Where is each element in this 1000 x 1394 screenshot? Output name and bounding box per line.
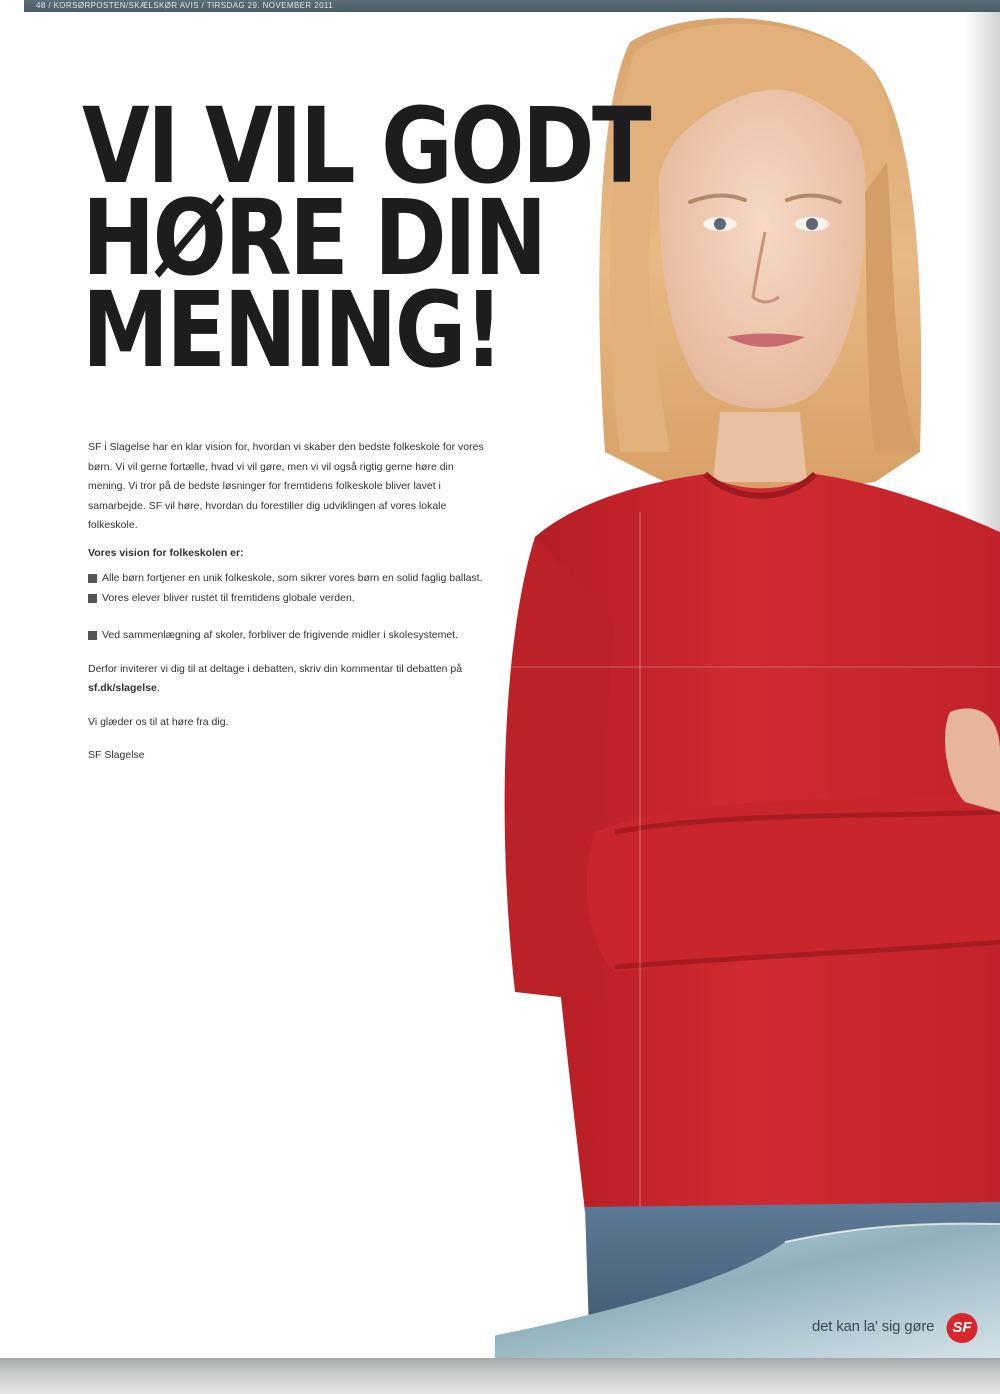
- headline-line-2: HØRE DIN: [82, 177, 545, 299]
- vision-bullet: [88, 569, 488, 589]
- sf-logo-text: SF: [952, 1319, 972, 1336]
- vision-bullet-text: Alle børn fortjener en unik folkeskole, som sikrer vores børn en solid faglig ballast.: [102, 572, 483, 584]
- closing-line: Vi glæder os til at høre fra dig.: [88, 715, 229, 728]
- square-bullet-icon: [88, 631, 97, 640]
- square-bullet-icon: [88, 574, 97, 583]
- page-header-text: 48 / KORSØRPOSTEN/SKÆLSKØR AVIS / TIRSDAG 29. NOVEMBER 2011: [36, 1, 334, 10]
- invite-paragraph: [88, 660, 488, 699]
- headline-line-3: MENING!: [82, 269, 502, 391]
- page-header-strip: [24, 0, 1000, 12]
- signature: SF Slagelse: [88, 749, 145, 761]
- headline-line-1: VI VIL GODT: [82, 85, 650, 207]
- vision-bullet-text: Ved sammenlægning af skoler, forbliver de frigivende midler i skolesystemet.: [102, 629, 458, 641]
- vision-heading: Vores vision for folkeskolen er:: [88, 546, 244, 559]
- intro-paragraph: SF i Slagelse har en klar vision for, hvordan vi skaber den bedste folkeskole for vores børn. Vi vil gerne fortælle, hvad vi vil gøre, men vi vil også rigtig gerne høre din mening. Vi tror på de bedste løsninger for fremtidens folkeskole bliver lavet i samarbejde. SF vil høre, hvordan du forestiller dig udviklingen af vores lokale folkeskole.: [88, 441, 484, 531]
- sf-logo-icon: [946, 1312, 978, 1344]
- vision-bullet: [88, 589, 488, 609]
- body-copy: [88, 438, 488, 766]
- square-bullet-icon: [88, 594, 97, 603]
- vision-bullet: [88, 626, 488, 646]
- page-bottom-edge: [0, 1358, 1000, 1394]
- website-link[interactable]: sf.dk/slagelse: [88, 682, 157, 694]
- vision-bullet-text: Vores elever bliver rustet til fremtidens globale verden.: [102, 591, 355, 604]
- invite-end: .: [156, 682, 160, 694]
- slogan: det kan la' sig gøre: [812, 1318, 935, 1335]
- headline: [82, 85, 650, 391]
- invite-text: Derfor inviterer vi dig til at deltage i debatten, skriv din kommentar til debatten på: [88, 662, 463, 675]
